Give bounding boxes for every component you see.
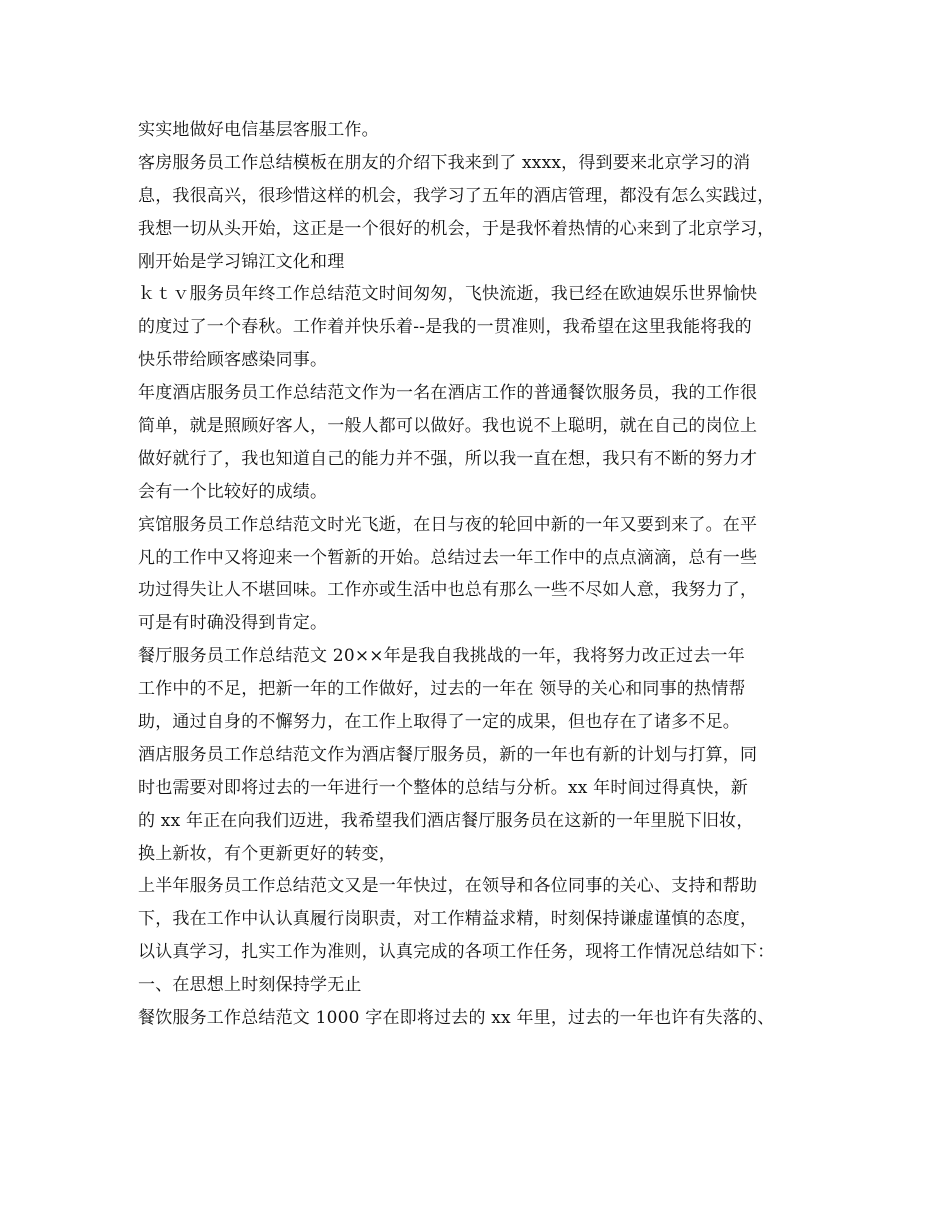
text-line: 餐厅服务员工作总结范文 20××年是我自我挑战的一年，我将努力改正过去一年	[138, 646, 745, 667]
document-body	[138, 114, 818, 1035]
text-line: 餐饮服务工作总结范文 1000 字在即将过去的 xx 年里，过去的一年也许有失落的、	[138, 1008, 775, 1029]
text-line: 我想一切从头开始，这正是一个很好的机会，于是我怀着热情的心来到了北京学习，	[138, 218, 775, 239]
text-line: 换上新妆，有个更新更好的转变，	[138, 843, 396, 864]
text-line: 客房服务员工作总结模板在朋友的介绍下我来到了 xxxx，得到要来北京学习的消	[138, 152, 751, 173]
text-line: 的度过了一个春秋。工作着并快乐着--是我的一贯准则，我希望在这里我能将我的	[138, 317, 752, 338]
text-line: 可是有时确没得到肯定。	[138, 613, 328, 634]
text-line: 功过得失让人不堪回味。工作亦或生活中也总有那么一些不尽如人意，我努力了，	[138, 580, 758, 601]
text-line: 酒店服务员工作总结范文作为酒店餐厅服务员，新的一年也有新的计划与打算，同	[138, 744, 758, 765]
text-line: 息，我很高兴，很珍惜这样的机会，我学习了五年的酒店管理，都没有怎么实践过，	[138, 185, 775, 206]
text-line: 会有一个比较好的成绩。	[138, 481, 328, 502]
text-line: 做好就行了，我也知道自己的能力并不强，所以我一直在想，我只有不断的努力才	[138, 448, 758, 469]
text-line: 刚开始是学习锦江文化和理	[138, 251, 345, 272]
text-line: 凡的工作中又将迎来一个暂新的开始。总结过去一年工作中的点点滴滴，总有一些	[138, 547, 758, 568]
text-line: 以认真学习，扎实工作为准则，认真完成的各项工作任务，现将工作情况总结如下：	[138, 942, 775, 963]
text-line: 上半年服务员工作总结范文又是一年快过，在领导和各位同事的关心、支持和帮助	[138, 876, 758, 897]
text-line: 时也需要对即将过去的一年进行一个整体的总结与分析。xx 年时间过得真快，新	[138, 777, 748, 798]
text-line: 助，通过自身的不懈努力，在工作上取得了一定的成果，但也存在了诸多不足。	[138, 712, 740, 733]
text-line: ｋｔｖ服务员年终工作总结范文时间匆匆，飞快流逝，我已经在欧迪娱乐世界愉快	[138, 284, 758, 305]
text-line: 快乐带给顾客感染同事。	[138, 350, 328, 371]
text-line: 的 xx 年正在向我们迈进，我希望我们酒店餐厅服务员在这新的一年里脱下旧妆，	[138, 810, 754, 831]
text-line: 下，我在工作中认认真履行岗职责，对工作精益求精，时刻保持谦虚谨慎的态度，	[138, 909, 758, 930]
text-line: 宾馆服务员工作总结范文时光飞逝，在日与夜的轮回中新的一年又要到来了。在平	[138, 514, 758, 535]
text-line: 一、在思想上时刻保持学无止	[138, 975, 362, 996]
text-line: 年度酒店服务员工作总结范文作为一名在酒店工作的普通餐饮服务员，我的工作很	[138, 383, 758, 404]
text-line: 实实地做好电信基层客服工作。	[138, 120, 379, 140]
text-line: 简单，就是照顾好客人，一般人都可以做好。我也说不上聪明，就在自己的岗位上	[138, 416, 758, 437]
text-line: 工作中的不足，把新一年的工作做好，过去的一年在 领导的关心和同事的热情帮	[138, 679, 746, 700]
